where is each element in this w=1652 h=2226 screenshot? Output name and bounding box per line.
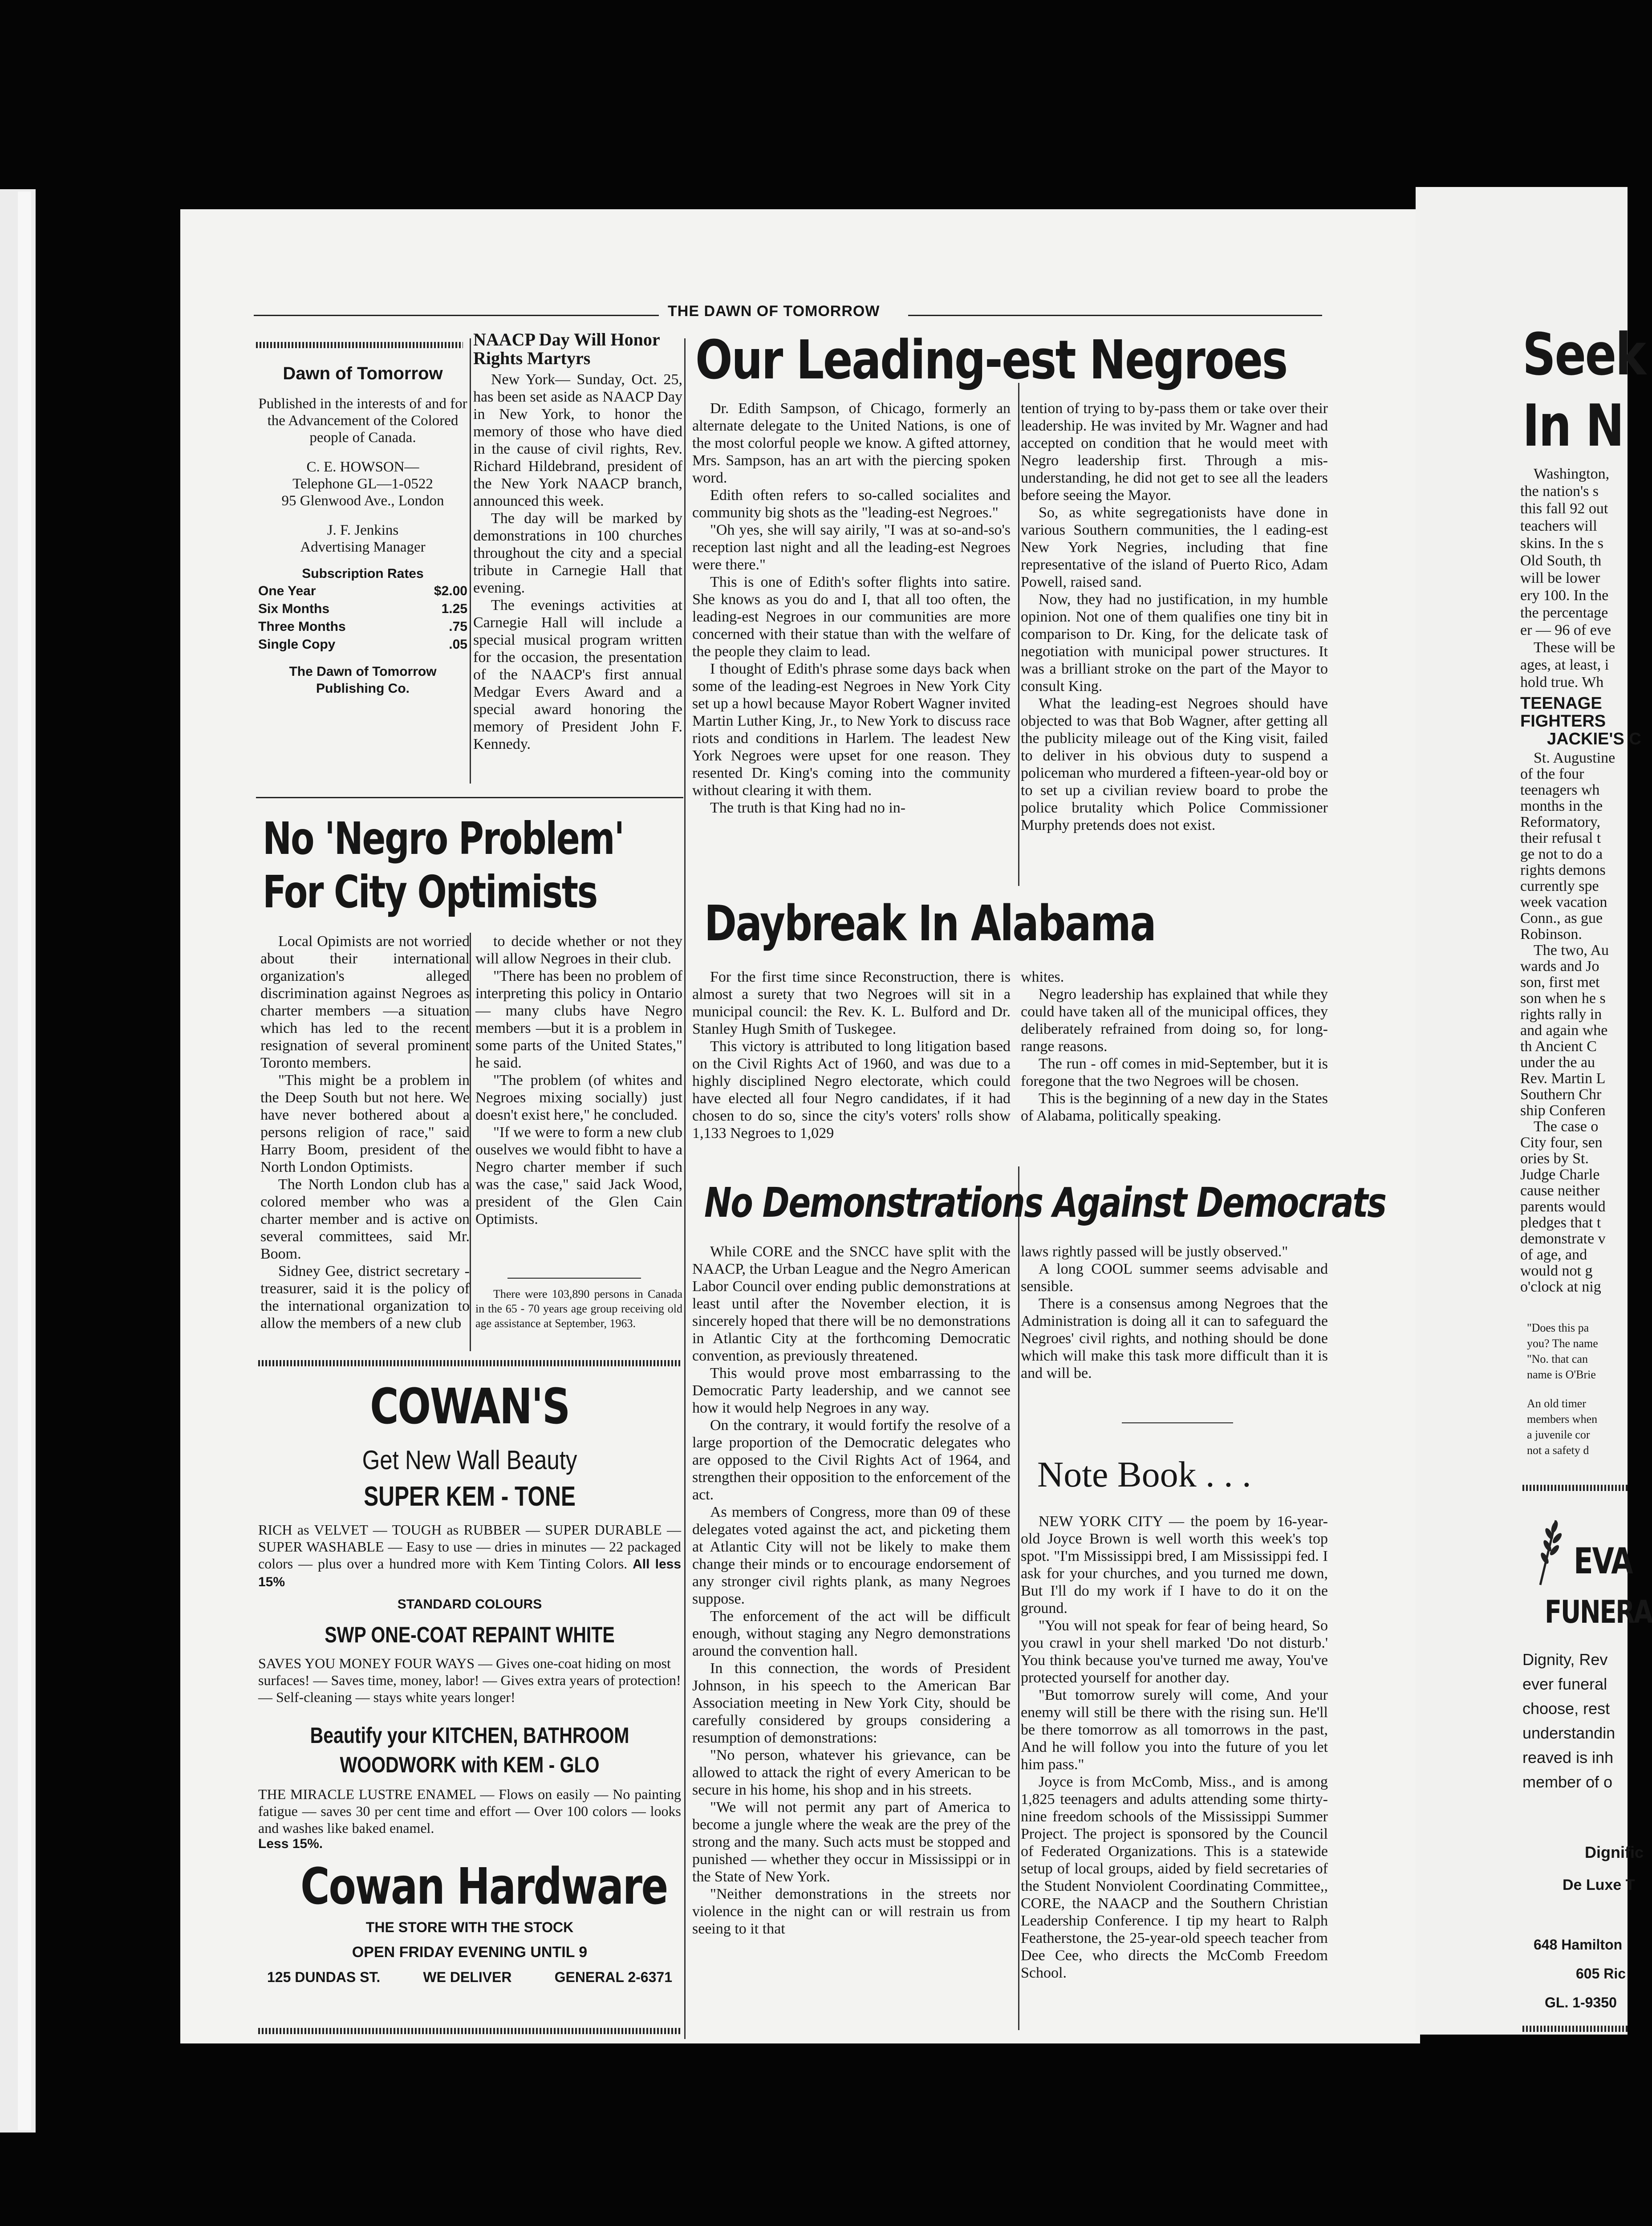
- right-ad-border-bottom: [1522, 2026, 1628, 2032]
- ad-hours: OPEN FRIDAY EVENING UNTIL 9: [352, 1944, 588, 1961]
- right-body-2: St. Augustine of the four teenagers wh months in the Reformatory, their refusal t ge not to do a rights demons currently spe week vacation Conn., as gue Robinson. The two, Au wards and Jo son, first met son when he s rights rally in and again whe th Ancient C under the au Rev. Martin L Southern Chr ship Conferen The case o City four, sen ories by St. Judge Charle cause neither parents would pledges that t demonstrate v of age, and would not g o'clock at nig: [1520, 750, 1615, 1295]
- box-manager-title: Advertising Manager: [300, 539, 426, 555]
- right-ad-ev: EVA: [1574, 1540, 1632, 1582]
- ad-border-bottom: [258, 2028, 681, 2034]
- right-small-items: "Does this pa you? The name "No. that can name is O'Brie An old timer members when a juvenile cor not a safety d: [1527, 1321, 1598, 1457]
- demos-col-2: laws rightly passed will be justly observed." A long COOL summer seems advisable and sensible. There is a consensus among Negroes that the Administration is doing all it can to safeguard the Negroes' civil rights, and nothing should be done which will make this task more difficult than it is and will be.: [1021, 1243, 1328, 1381]
- right-ad-body: Dignity, Rev ever funeral choose, rest understandin reaved is inh member of o: [1522, 1650, 1615, 1791]
- box-phone: Telephone GL—1-0522: [292, 476, 433, 492]
- column-rule: [1018, 1229, 1019, 2030]
- ad-copy-3b: Less 15%.: [258, 1836, 323, 1851]
- rate-row: Three Months .75: [258, 619, 467, 634]
- column-rule: [470, 338, 471, 784]
- box-manager: J. F. Jenkins: [327, 522, 399, 538]
- ad-tagline-3: Beautify your KITCHEN, BATHROOM: [310, 1723, 629, 1748]
- ad-product-2: SWP ONE-COAT REPAINT WHITE: [325, 1622, 615, 1647]
- column-rule: [470, 933, 471, 1351]
- ad-store: Cowan Hardware: [300, 1858, 667, 1916]
- wheat-icon: [1531, 1518, 1563, 1589]
- alabama-headline: Daybreak In Alabama: [704, 895, 1156, 952]
- publisher-box: [258, 365, 467, 697]
- ad-copy-1: RICH as VELVET — TOUGH as RUBBER — SUPER DURABLE — SUPER WASHABLE — Easy to use — dries in minutes — 22 packaged colors — plus over a hundred more with Kem Tinting Colors. All less 15%: [258, 1522, 682, 1589]
- box-publisher: The Dawn of Tomorrow Publishing Co.: [289, 664, 437, 696]
- right-ad-address-2: 605 Ric: [1576, 1966, 1626, 1982]
- right-headline-2: In N: [1522, 392, 1624, 459]
- section-rule: [256, 797, 683, 798]
- leading-col-2: tention of trying to by-pass them or take over their leadership. He was invited by Mr. Wagner and had accepted on condition that he would meet with Negro leadership first. Through a mis-understanding, he did not get to see all the leaders before seeing the Mayor. So, as white segregationists have done in various Southern communities, the l eading-est New York Negries, including that fine representative of the island of Puerto Rico, Adam Powell, raised sand. Now, they had no justification, in my humble opinion. Not one of them qualifies one tiny bit in comparison to Dr. King, for the delicate task of negotiation with municipal power structures. It was a brilliant stroke on the part of the Mayor to consult King. What the leading-est Negroes should have objected to was that Bob Wagner, after getting all the publicity mileage out of the King visit, failed to deliver in his obvious duty to suspend a policeman who murdered a fifteen-year-old boy or to set up a civilian review board to probe the police brutality which Police Commissioner Murphy pretends does not exist.: [1021, 400, 1328, 833]
- cowans-ad: [258, 1378, 681, 1986]
- masthead-rule-right: [908, 315, 1322, 316]
- notebook-body: NEW YORK CITY — the poem by 16-year-old Joyce Brown is well worth this week's top spot. "I'm Mississippi bred, I am Mississippi fed. I ask for your churches, and you turned me down, But I'll do my work if I have to do it on the ground. "You will not speak for fear of being heard, So you crawl in your shell marked 'Do not disturb.' You think because you've turned me away, You've protected yourself for another day. "But tomorrow surely will come, And your enemy will still be there with the rising sun. He'll be there tomorrow as all tomorrows in the past, And he will follow you into the future of you let him pass." Joyce is from McComb, Miss., and is among 1,825 teenagers and adults attending some thirty-nine freedom schools of the Mississippi Summer Project. The project is sponsored by the Council of Federated Organizations. This is a statewide setup of local groups, aided by field secretaries of the Student Nonviolent Coordinating Committee,, CORE, the NAACP and the Southern Christian Leadership Conference. I tip my heart to Ralph Featherstone, the 25-year-old speech teacher from Dee Cee, who directs the McComb Freedom School.: [1021, 1513, 1328, 1981]
- section-rule: [1122, 1422, 1233, 1423]
- ad-border-top: [258, 1360, 681, 1366]
- box-blurb: Published in the interests of and for the Advancement of the Colored people of Canada.: [258, 396, 467, 446]
- rates-table: [258, 582, 467, 654]
- ad-standard: STANDARD COLOURS: [397, 1597, 542, 1612]
- ad-copy-2: SAVES YOU MONEY FOUR WAYS — Gives one-coat hiding on most surfaces! — Saves time, money, labor! — Gives extra years of protection! — Self-cleaning — stays white years longer!: [258, 1655, 681, 1705]
- ad-copy-3: THE MIRACLE LUSTRE ENAMEL — Flows on easily — No painting fatigue — saves 30 per cent time and effort — Over 100 colors — looks and washes like baked enamel.: [258, 1786, 681, 1836]
- ad-brand: COWAN'S: [370, 1378, 569, 1435]
- masthead: THE DAWN OF TOMORROW: [668, 303, 880, 320]
- right-ad-funeral: FUNERA: [1545, 1594, 1652, 1630]
- box-address: 95 Glenwood Ave., London: [281, 493, 444, 509]
- demos-headline: No Demonstrations Against Democrats: [704, 1179, 1386, 1227]
- problem-col-1: Local Opimists are not worried about their international organization's alleged discrimination against Negroes as charter members —a situation which has led to the recent resignation of several prominent Toronto members. "This might be a problem in the Deep South but not here. We have never bothered about a persons religion of race," said Harry Boom, president of the North London Optimists. The North London club has a colored member who was a charter member and is active on several committees, said Mr. Boom. Sidney Gee, district secretary - treasurer, said it is the policy of the international organization to allow the members of a new club: [260, 933, 470, 1332]
- ad-address-row: 125 DUNDAS ST. WE DELIVER GENERAL 2-6371: [267, 1969, 672, 1985]
- column-rule: [1018, 383, 1019, 886]
- filler-rule: [507, 1278, 641, 1279]
- problem-headline-1: No 'Negro Problem': [263, 812, 624, 865]
- masthead-rule-left: [254, 315, 659, 316]
- rate-row: Single Copy .05: [258, 637, 467, 652]
- right-ad-phone: GL. 1-9350: [1545, 1994, 1617, 2011]
- problem-filler: There were 103,890 persons in Canada in the 65 - 70 years age group receiving old age assistance at September, 1963.: [475, 1288, 682, 1330]
- ad-tagline-3b: WOODWORK with KEM - GLO: [340, 1752, 600, 1777]
- naacp-headline: NAACP Day Will Honor Rights Martyrs: [473, 329, 660, 368]
- right-ad-deluxe: De Luxe T: [1563, 1877, 1635, 1893]
- ornament-border: [256, 342, 463, 348]
- rate-row: One Year $2.00: [258, 584, 467, 598]
- naacp-body: New York— Sunday, Oct. 25, has been set aside as NAACP Day in New York, to honor the memory of those who have died in the cause of civil rights, Rev. Richard Hildebrand, president of the New York NAACP branch, announced this week. The day will be marked by demonstrations in 100 churches throughout the city and a special tribute in Carnegie Hall that evening. The evenings activities at Carnegie Hall will include a special musical program written for the occasion, the presentation of the NAACP's first annual Medgar Evers Award and a special award honoring the memory of President John F. Kennedy.: [473, 371, 682, 752]
- problem-col-2: to decide whether or not they will allow Negroes in their club. "There has been no problem of interpreting this policy in Ontario — many clubs have Negro members —but it is a problem in some parts of the United States," he said. "The problem (of whites and Negroes mixing socially) just doesn't exist here," he concluded. "If we were to form a new club ouselves we would fibht to have a Negro charter member if such was the case," said Jack Wood, president of the Glen Cain Optimists.: [475, 933, 682, 1227]
- column-rule: [684, 338, 686, 2039]
- box-editor: C. E. HOWSON—: [306, 459, 419, 475]
- rates-heading: Subscription Rates: [302, 566, 424, 581]
- ad-store-tag: THE STORE WITH THE STOCK: [365, 1919, 574, 1935]
- right-ad-address-1: 648 Hamilton: [1534, 1937, 1623, 1953]
- demos-col-1: While CORE and the SNCC have split with the NAACP, the Urban League and the Negro American Labor Council over ending public demonstrations at least until after the November election, it is sincerely hoped that there will be no demonstrations in Atlantic City at the forthcoming Democratic convention, as previously threatened. This would prove most embarrassing to the Democratic Party leadership, and we cannot see how it would help Negroes in any way. On the contrary, it would fortify the resolve of a large proportion of the Democratic delegates who are opposed to the Civil Rights Act of 1964, and strengthen their opposition to the enforcement of the act. As members of Congress, more than 09 of these delegates voted against the act, and picketing them at Atlantic City will not be likely to make them change their minds or to encourage endorsement of any stronger civil rights plank, as many Negroes suppose. The enforcement of the act will be difficult enough, without staging any Negro demonstrations around the convention hall. In this connection, the words of President Johnson, in his speech to the American Bar Association meeting in New York City, should be carefully considered by groups considering a resumption of demonstrations: "No person, whatever his grievance, can be allowed to attack the right of every American to be secure in his home, his shop and in his streets. "We will not permit any part of America to become a jungle where the weak are the prey of the strong and the many. Such acts must be stopped and punished — whether they occur in Mississippi or in the State of New York. "Neither demonstrations in the streets nor violence in the night can or will restrain us from seeing to it that: [692, 1243, 1011, 1937]
- box-title: Dawn of Tomorrow: [283, 364, 443, 383]
- notebook-headline: Note Book . . .: [1037, 1454, 1251, 1495]
- right-body-1: Washington, the nation's s this fall 92 out teachers will skins. In the s Old South, th will be lower ery 100. In the the percentage er — 96 of eve These will be ages, at least, i hold true. Wh: [1520, 466, 1615, 691]
- right-ad-border: [1522, 1485, 1628, 1491]
- alabama-col-1: For the first time since Reconstruction, there is almost a surety that two Negroes will sit in a municipal council: the Rev. K. L. Bulford and Dr. Stanley Hugh Smith of Tuskegee. This victory is attributed to long litigation based on the Civil Rights Act of 1960, and was due to a highly disciplined Negro electorate, which could have elected all four Negro candidates, if it had chosen to do so, since the city's voters' rolls show 1,133 Negroes to 1,029: [692, 969, 1011, 1141]
- problem-headline-2: For City Optimists: [263, 866, 597, 918]
- adjacent-page-left-edge: [18, 191, 31, 2130]
- alabama-col-2: whites. Negro leadership has explained that while they could have taken all of the municipal offices, they deliberately refrained from doing so, for long-range reasons. The run - off comes in mid-September, but it is foregone that the two Negroes will be chosen. This is the beginning of a new day in the States of Alabama, politically speaking.: [1021, 969, 1328, 1124]
- right-ad-dignified: Dignific: [1585, 1843, 1644, 1861]
- leading-col-1: Dr. Edith Sampson, of Chicago, formerly an alternate delegate to the United Nations, is one of the most colorful people we know. A gifted attorney, Mrs. Sampson, has an art with the piercing spoken word. Edith often refers to so-called socialites and community big shots as the "leading-est Negroes." "Oh yes, she will say airily, "I was at so-and-so's reception last night and all the leading-est Negroes were there." This is one of Edith's softer flights into satire. She knows as you do and I, that all too often, the leading-est Negroes in our communities are more concerned with their statue than with the welfare of the people they claim to lead. I thought of Edith's phrase some days back when some of the leading-est Negroes in New York City set up a howl because Mayor Robert Wagner invited Martin Luther King, Jr., to New York to discuss race riots and conditions in Harlem. The leadest New York Negroes were upset for one reason. They resented Dr. King's coming into the community without clearing it with them. The truth is that King had no in-: [692, 400, 1011, 816]
- ad-product-1: SUPER KEM - TONE: [364, 1481, 576, 1512]
- rate-row: Six Months 1.25: [258, 601, 467, 616]
- right-subhead: TEENAGE FIGHTERS JACKIE'S C: [1520, 694, 1641, 748]
- leading-headline: Our Leading-est Negroes: [695, 329, 1287, 391]
- right-headline-1: Seek: [1522, 321, 1645, 388]
- ad-tagline: Get New Wall Beauty: [362, 1445, 577, 1475]
